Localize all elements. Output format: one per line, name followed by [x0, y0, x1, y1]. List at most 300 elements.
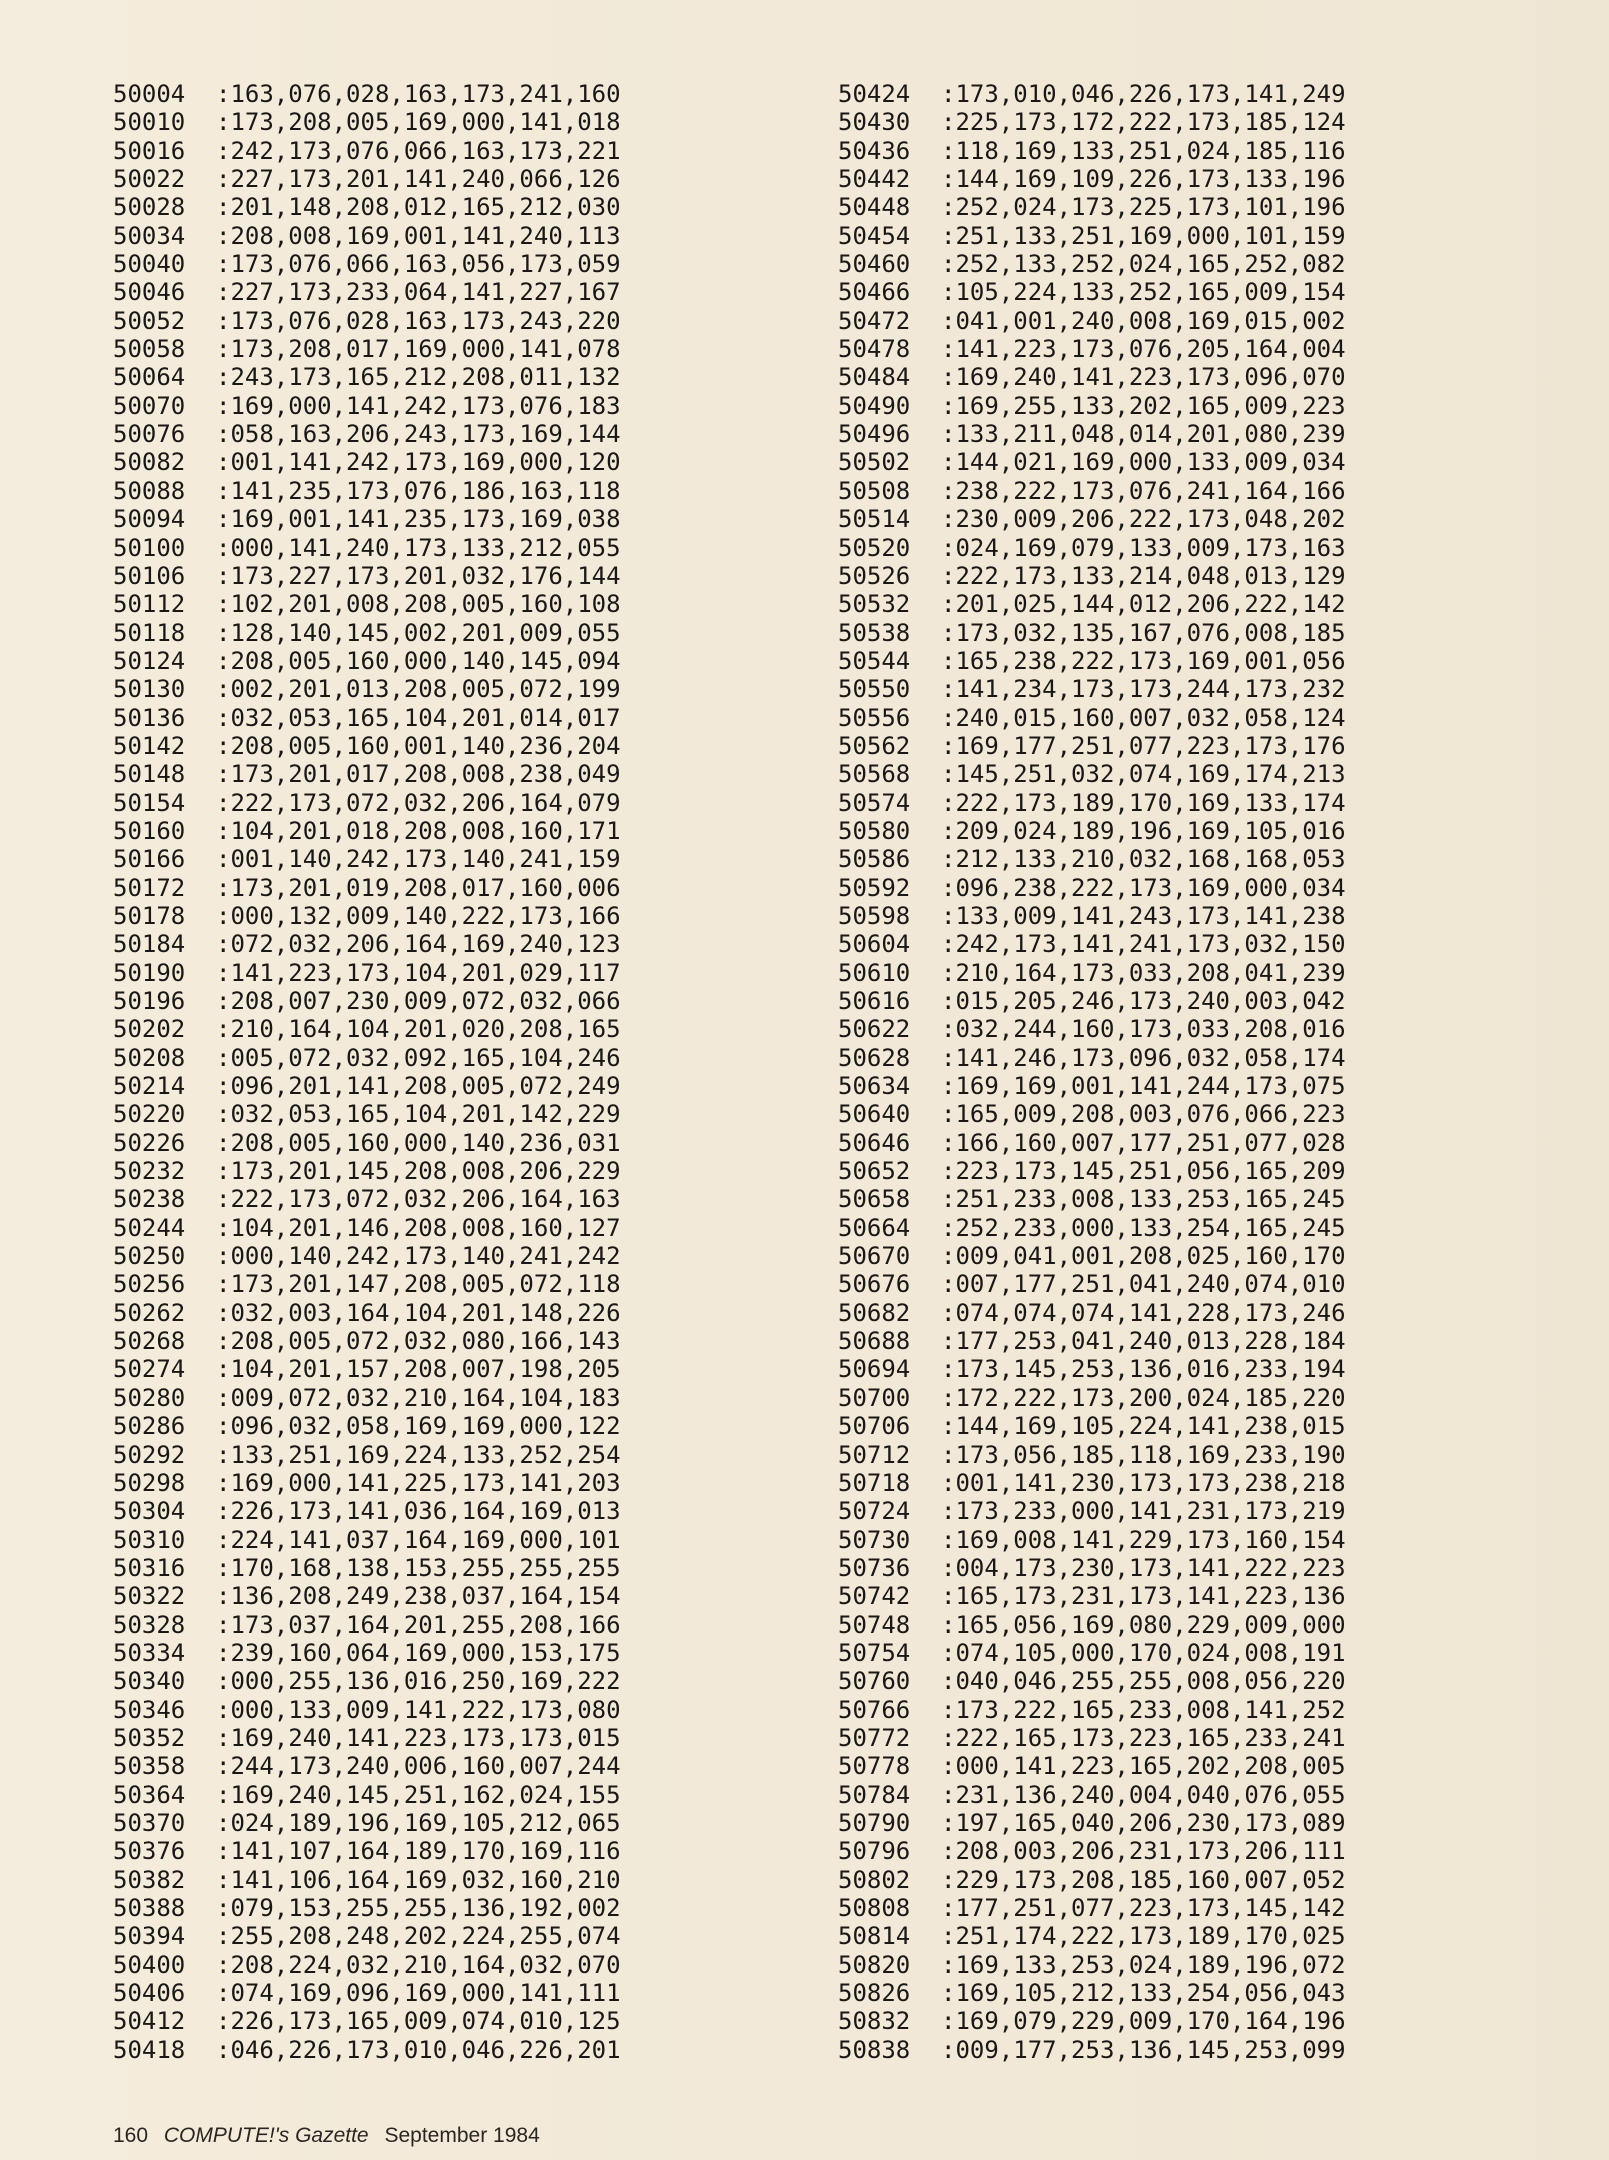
listing-line — [113, 987, 621, 1015]
line-address: 50292 — [113, 1440, 186, 1469]
listing-line — [113, 1441, 621, 1469]
listing-line — [838, 307, 1346, 335]
listing-line — [113, 534, 621, 562]
listing-line — [838, 1781, 1346, 1809]
listing-line — [838, 959, 1346, 987]
line-data-bytes: :173,076,028,163,173,243,220 — [216, 306, 621, 335]
line-address: 50100 — [113, 533, 186, 562]
line-data-bytes: :173,076,066,163,056,173,059 — [216, 250, 621, 279]
line-data-bytes: :001,141,230,173,173,238,218 — [941, 1468, 1346, 1497]
listing-line — [113, 1781, 621, 1809]
line-data-bytes: :212,133,210,032,168,168,053 — [941, 845, 1346, 874]
line-address: 50478 — [838, 335, 911, 364]
line-address: 50040 — [113, 250, 186, 279]
line-address: 50406 — [113, 1979, 186, 2008]
line-address: 50766 — [838, 1695, 911, 1724]
line-data-bytes: :165,009,208,003,076,066,223 — [941, 1100, 1346, 1129]
listing-line — [113, 590, 621, 618]
line-address: 50160 — [113, 816, 186, 845]
listing-line — [838, 732, 1346, 760]
line-data-bytes: :000,133,009,141,222,173,080 — [216, 1695, 621, 1724]
line-address: 50370 — [113, 1808, 186, 1837]
listing-line — [838, 845, 1346, 873]
line-address: 50388 — [113, 1894, 186, 1922]
listing-line — [113, 222, 621, 250]
line-address: 50298 — [113, 1468, 186, 1497]
line-address: 50454 — [838, 221, 911, 250]
line-address: 50304 — [113, 1497, 186, 1526]
listing-line — [838, 1639, 1346, 1667]
line-data-bytes: :046,226,173,010,046,226,201 — [216, 2035, 621, 2064]
listing-line — [113, 448, 621, 476]
line-address: 50070 — [113, 391, 186, 420]
issue-date: September 1984 — [384, 2124, 540, 2147]
line-address: 50124 — [113, 646, 186, 675]
listing-line — [113, 1355, 621, 1383]
line-address: 50376 — [113, 1837, 186, 1866]
line-address: 50490 — [838, 391, 911, 420]
line-address: 50664 — [838, 1213, 911, 1242]
listing-line — [113, 1752, 621, 1780]
line-address: 50430 — [838, 108, 911, 137]
line-address: 50400 — [113, 1950, 186, 1979]
listing-line — [838, 1752, 1346, 1780]
line-data-bytes: :074,074,074,141,228,173,246 — [941, 1298, 1346, 1327]
listing-line — [113, 363, 621, 391]
listing-line — [838, 1015, 1346, 1043]
line-address: 50358 — [113, 1752, 186, 1781]
listing-line — [838, 1242, 1346, 1270]
line-address: 50550 — [838, 675, 911, 704]
line-address: 50790 — [838, 1808, 911, 1837]
line-address: 50502 — [838, 448, 911, 477]
line-data-bytes: :169,079,229,009,170,164,196 — [941, 2007, 1346, 2036]
line-data-bytes: :009,072,032,210,164,104,183 — [216, 1383, 621, 1412]
line-address: 50202 — [113, 1015, 186, 1044]
line-data-bytes: :229,173,208,185,160,007,052 — [941, 1865, 1346, 1894]
listing-line — [838, 930, 1346, 958]
line-address: 50472 — [838, 306, 911, 335]
line-data-bytes: :177,253,041,240,013,228,184 — [941, 1327, 1346, 1356]
line-data-bytes: :222,173,072,032,206,164,163 — [216, 1185, 621, 1214]
listing-line — [113, 760, 621, 788]
line-data-bytes: :173,227,173,201,032,176,144 — [216, 561, 621, 590]
line-data-bytes: :225,173,172,222,173,185,124 — [941, 108, 1346, 137]
line-address: 50466 — [838, 278, 911, 307]
line-address: 50814 — [838, 1922, 911, 1951]
line-address: 50538 — [838, 618, 911, 647]
line-address: 50706 — [838, 1412, 911, 1441]
listing-line — [838, 1922, 1346, 1950]
listing-line — [113, 1894, 621, 1922]
line-address: 50754 — [838, 1638, 911, 1667]
line-data-bytes: :242,173,076,066,163,173,221 — [216, 136, 621, 165]
line-address: 50424 — [838, 80, 911, 108]
line-data-bytes: :000,141,240,173,133,212,055 — [216, 533, 621, 562]
line-data-bytes: :226,173,141,036,164,169,013 — [216, 1497, 621, 1526]
line-address: 50670 — [838, 1242, 911, 1271]
listing-line — [113, 1866, 621, 1894]
line-data-bytes: :222,173,133,214,048,013,129 — [941, 561, 1346, 590]
listing-line — [838, 505, 1346, 533]
line-data-bytes: :170,168,138,153,255,255,255 — [216, 1553, 621, 1582]
line-address: 50544 — [838, 646, 911, 675]
line-data-bytes: :209,024,189,196,169,105,016 — [941, 816, 1346, 845]
listing-line — [838, 817, 1346, 845]
listing-line — [838, 1299, 1346, 1327]
line-address: 50832 — [838, 2007, 911, 2036]
line-address: 50208 — [113, 1043, 186, 1072]
listing-line — [838, 2036, 1346, 2064]
listing-line — [113, 477, 621, 505]
page-number: 160 — [113, 2124, 149, 2147]
line-address: 50016 — [113, 136, 186, 165]
line-address: 50520 — [838, 533, 911, 562]
line-address: 50418 — [113, 2035, 186, 2064]
line-address: 50556 — [838, 703, 911, 732]
line-address: 50532 — [838, 590, 911, 619]
line-data-bytes: :141,223,173,104,201,029,117 — [216, 958, 621, 987]
listing-line — [113, 1837, 621, 1865]
line-address: 50328 — [113, 1610, 186, 1639]
line-address: 50340 — [113, 1667, 186, 1696]
line-data-bytes: :173,233,000,141,231,173,219 — [941, 1497, 1346, 1526]
listing-line — [838, 477, 1346, 505]
line-data-bytes: :252,024,173,225,173,101,196 — [941, 193, 1346, 222]
line-address: 50028 — [113, 193, 186, 222]
line-data-bytes: :032,003,164,104,201,148,226 — [216, 1298, 621, 1327]
line-data-bytes: :251,133,251,169,000,101,159 — [941, 221, 1346, 250]
line-data-bytes: :141,223,173,076,205,164,004 — [941, 335, 1346, 364]
line-data-bytes: :169,240,141,223,173,173,015 — [216, 1723, 621, 1752]
line-data-bytes: :145,251,032,074,169,174,213 — [941, 760, 1346, 789]
listing-line — [113, 874, 621, 902]
listing-line — [113, 1270, 621, 1298]
line-data-bytes: :169,240,141,223,173,096,070 — [941, 363, 1346, 392]
line-address: 50640 — [838, 1100, 911, 1129]
line-data-bytes: :015,205,246,173,240,003,042 — [941, 987, 1346, 1015]
line-data-bytes: :141,235,173,076,186,163,118 — [216, 476, 621, 505]
line-address: 50364 — [113, 1780, 186, 1809]
listing-line — [838, 987, 1346, 1015]
line-data-bytes: :169,240,145,251,162,024,155 — [216, 1780, 621, 1809]
listing-line — [838, 448, 1346, 476]
line-address: 50634 — [838, 1072, 911, 1101]
line-data-bytes: :024,189,196,169,105,212,065 — [216, 1808, 621, 1837]
listing-line — [113, 930, 621, 958]
line-data-bytes: :074,169,096,169,000,141,111 — [216, 1979, 621, 2008]
line-address: 50448 — [838, 193, 911, 222]
listing-line — [838, 1412, 1346, 1440]
line-address: 50286 — [113, 1412, 186, 1441]
line-address: 50154 — [113, 788, 186, 817]
line-address: 50700 — [838, 1383, 911, 1412]
line-address: 50274 — [113, 1355, 186, 1384]
listing-line — [838, 1894, 1346, 1922]
line-address: 50076 — [113, 420, 186, 449]
listing-line — [838, 278, 1346, 306]
line-data-bytes: :144,169,105,224,141,238,015 — [941, 1412, 1346, 1441]
listing-line — [838, 1384, 1346, 1412]
line-address: 50784 — [838, 1780, 911, 1809]
line-data-bytes: :024,169,079,133,009,173,163 — [941, 533, 1346, 562]
line-address: 50064 — [113, 363, 186, 392]
line-address: 50052 — [113, 306, 186, 335]
line-data-bytes: :208,008,169,001,141,240,113 — [216, 221, 621, 250]
listing-line — [838, 1072, 1346, 1100]
line-data-bytes: :136,208,249,238,037,164,154 — [216, 1582, 621, 1611]
line-data-bytes: :173,201,145,208,008,206,229 — [216, 1157, 621, 1186]
line-data-bytes: :144,021,169,000,133,009,034 — [941, 448, 1346, 477]
line-data-bytes: :230,009,206,222,173,048,202 — [941, 505, 1346, 534]
line-address: 50178 — [113, 901, 186, 930]
line-data-bytes: :255,208,248,202,224,255,074 — [216, 1922, 621, 1951]
listing-line — [838, 1554, 1346, 1582]
listing-line — [838, 1185, 1346, 1213]
line-data-bytes: :222,173,072,032,206,164,079 — [216, 788, 621, 817]
line-address: 50256 — [113, 1270, 186, 1299]
listing-line — [838, 534, 1346, 562]
line-data-bytes: :074,105,000,170,024,008,191 — [941, 1638, 1346, 1667]
line-address: 50514 — [838, 505, 911, 534]
line-address: 50604 — [838, 930, 911, 959]
line-address: 50322 — [113, 1582, 186, 1611]
line-data-bytes: :000,140,242,173,140,241,242 — [216, 1242, 621, 1271]
line-address: 50196 — [113, 987, 186, 1015]
line-data-bytes: :177,251,077,223,173,145,142 — [941, 1894, 1346, 1922]
line-address: 50166 — [113, 845, 186, 874]
line-address: 50610 — [838, 958, 911, 987]
line-data-bytes: :169,008,141,229,173,160,154 — [941, 1525, 1346, 1554]
line-data-bytes: :104,201,018,208,008,160,171 — [216, 816, 621, 845]
listing-line — [113, 307, 621, 335]
line-address: 50394 — [113, 1922, 186, 1951]
listing-line — [113, 1384, 621, 1412]
listing-line — [838, 1044, 1346, 1072]
line-data-bytes: :079,153,255,255,136,192,002 — [216, 1894, 621, 1922]
line-data-bytes: :169,255,133,202,165,009,223 — [941, 391, 1346, 420]
line-address: 50562 — [838, 731, 911, 760]
line-data-bytes: :173,208,005,169,000,141,018 — [216, 108, 621, 137]
listing-line — [113, 1044, 621, 1072]
listing-line — [113, 1072, 621, 1100]
listing-line — [113, 1922, 621, 1950]
line-address: 50148 — [113, 760, 186, 789]
listing-line — [838, 647, 1346, 675]
line-data-bytes: :032,053,165,104,201,142,229 — [216, 1100, 621, 1129]
line-data-bytes: :173,201,019,208,017,160,006 — [216, 873, 621, 902]
line-address: 50436 — [838, 136, 911, 165]
line-address: 50592 — [838, 873, 911, 902]
line-data-bytes: :169,177,251,077,223,173,176 — [941, 731, 1346, 760]
listing-line — [838, 108, 1346, 136]
listing-line — [113, 1412, 621, 1440]
listing-line — [113, 1214, 621, 1242]
listing-line — [838, 1100, 1346, 1128]
listing-line — [113, 278, 621, 306]
line-data-bytes: :173,010,046,226,173,141,249 — [941, 80, 1346, 108]
listing-line — [113, 108, 621, 136]
listing-line — [113, 392, 621, 420]
listing-line — [838, 363, 1346, 391]
page-footer — [113, 2124, 550, 2148]
listing-line — [113, 959, 621, 987]
line-data-bytes: :173,145,253,136,016,233,194 — [941, 1355, 1346, 1384]
listing-line — [838, 1979, 1346, 2007]
line-address: 50442 — [838, 165, 911, 194]
listing-line — [838, 562, 1346, 590]
listing-line — [113, 562, 621, 590]
line-data-bytes: :169,105,212,133,254,056,043 — [941, 1979, 1346, 2008]
listing-line — [113, 1724, 621, 1752]
line-data-bytes: :238,222,173,076,241,164,166 — [941, 476, 1346, 505]
line-address: 50736 — [838, 1553, 911, 1582]
listing-line — [838, 1611, 1346, 1639]
listing-line — [838, 80, 1346, 108]
listing-line — [113, 2036, 621, 2064]
listing-line — [113, 1327, 621, 1355]
line-address: 50616 — [838, 987, 911, 1015]
line-address: 50574 — [838, 788, 911, 817]
listing-line — [113, 845, 621, 873]
line-data-bytes: :102,201,008,208,005,160,108 — [216, 590, 621, 619]
line-data-bytes: :173,208,017,169,000,141,078 — [216, 335, 621, 364]
line-address: 50742 — [838, 1582, 911, 1611]
line-address: 50082 — [113, 448, 186, 477]
line-address: 50034 — [113, 221, 186, 250]
listing-line — [838, 1526, 1346, 1554]
line-data-bytes: :223,173,145,251,056,165,209 — [941, 1157, 1346, 1186]
line-address: 50250 — [113, 1242, 186, 1271]
line-data-bytes: :001,141,242,173,169,000,120 — [216, 448, 621, 477]
line-address: 50244 — [113, 1213, 186, 1242]
line-data-bytes: :104,201,146,208,008,160,127 — [216, 1213, 621, 1242]
listing-line — [113, 80, 621, 108]
line-data-bytes: :173,037,164,201,255,208,166 — [216, 1610, 621, 1639]
line-data-bytes: :041,001,240,008,169,015,002 — [941, 306, 1346, 335]
listing-line — [113, 193, 621, 221]
line-data-bytes: :001,140,242,173,140,241,159 — [216, 845, 621, 874]
listing-line — [838, 1355, 1346, 1383]
line-address: 50190 — [113, 958, 186, 987]
listing-line — [113, 1299, 621, 1327]
listing-line — [838, 590, 1346, 618]
line-address: 50232 — [113, 1157, 186, 1186]
line-address: 50658 — [838, 1185, 911, 1214]
line-address: 50802 — [838, 1865, 911, 1894]
line-address: 50682 — [838, 1298, 911, 1327]
line-address: 50676 — [838, 1270, 911, 1299]
listing-line — [113, 1497, 621, 1525]
line-data-bytes: :240,015,160,007,032,058,124 — [941, 703, 1346, 732]
line-address: 50484 — [838, 363, 911, 392]
listing-line — [838, 1157, 1346, 1185]
line-data-bytes: :141,246,173,096,032,058,174 — [941, 1043, 1346, 1072]
line-address: 50586 — [838, 845, 911, 874]
line-data-bytes: :165,056,169,080,229,009,000 — [941, 1610, 1346, 1639]
line-data-bytes: :208,005,160,000,140,236,031 — [216, 1128, 621, 1157]
line-address: 50496 — [838, 420, 911, 449]
line-address: 50214 — [113, 1072, 186, 1101]
listing-line — [113, 675, 621, 703]
listing-line — [838, 1441, 1346, 1469]
line-data-bytes: :096,238,222,173,169,000,034 — [941, 873, 1346, 902]
listing-line — [838, 137, 1346, 165]
line-data-bytes: :169,000,141,225,173,141,203 — [216, 1468, 621, 1497]
listing-line — [113, 1696, 621, 1724]
line-data-bytes: :165,238,222,173,169,001,056 — [941, 646, 1346, 675]
line-data-bytes: :208,005,160,001,140,236,204 — [216, 731, 621, 760]
listing-line — [838, 420, 1346, 448]
line-data-bytes: :133,211,048,014,201,080,239 — [941, 420, 1346, 449]
line-data-bytes: :210,164,104,201,020,208,165 — [216, 1015, 621, 1044]
listing-line — [838, 1809, 1346, 1837]
line-data-bytes: :251,174,222,173,189,170,025 — [941, 1922, 1346, 1951]
listing-line — [113, 1979, 621, 2007]
line-address: 50412 — [113, 2007, 186, 2036]
line-data-bytes: :197,165,040,206,230,173,089 — [941, 1808, 1346, 1837]
line-data-bytes: :058,163,206,243,173,169,144 — [216, 420, 621, 449]
listing-line — [838, 675, 1346, 703]
listing-line — [838, 1667, 1346, 1695]
line-data-bytes: :231,136,240,004,040,076,055 — [941, 1780, 1346, 1809]
line-data-bytes: :141,107,164,189,170,169,116 — [216, 1837, 621, 1866]
listing-line — [113, 789, 621, 817]
line-address: 50010 — [113, 108, 186, 137]
listing-line — [838, 1469, 1346, 1497]
line-data-bytes: :226,173,165,009,074,010,125 — [216, 2007, 621, 2036]
line-address: 50118 — [113, 618, 186, 647]
line-address: 50568 — [838, 760, 911, 789]
line-address: 50808 — [838, 1894, 911, 1922]
line-data-bytes: :172,222,173,200,024,185,220 — [941, 1383, 1346, 1412]
line-address: 50838 — [838, 2035, 911, 2064]
line-address: 50262 — [113, 1298, 186, 1327]
line-address: 50004 — [113, 80, 186, 108]
listing-line — [113, 1129, 621, 1157]
listing-line — [113, 1582, 621, 1610]
line-address: 50778 — [838, 1752, 911, 1781]
line-data-bytes: :104,201,157,208,007,198,205 — [216, 1355, 621, 1384]
line-data-bytes: :242,173,141,241,173,032,150 — [941, 930, 1346, 959]
listing-line — [113, 1611, 621, 1639]
line-address: 50724 — [838, 1497, 911, 1526]
listing-line — [113, 647, 621, 675]
line-data-bytes: :007,177,251,041,240,074,010 — [941, 1270, 1346, 1299]
line-address: 50760 — [838, 1667, 911, 1696]
line-address: 50652 — [838, 1157, 911, 1186]
listing-line — [113, 1639, 621, 1667]
line-data-bytes: :222,173,189,170,169,133,174 — [941, 788, 1346, 817]
listing-line — [113, 817, 621, 845]
listing-line — [113, 704, 621, 732]
listing-line — [113, 505, 621, 533]
line-address: 50718 — [838, 1468, 911, 1497]
line-data-bytes: :173,201,147,208,005,072,118 — [216, 1270, 621, 1299]
listing-line — [838, 874, 1346, 902]
listing-line — [113, 250, 621, 278]
listing-line — [113, 1526, 621, 1554]
line-data-bytes: :169,000,141,242,173,076,183 — [216, 391, 621, 420]
listing-line — [838, 335, 1346, 363]
line-data-bytes: :032,053,165,104,201,014,017 — [216, 703, 621, 732]
line-data-bytes: :141,106,164,169,032,160,210 — [216, 1865, 621, 1894]
line-data-bytes: :169,133,253,024,189,196,072 — [941, 1950, 1346, 1979]
line-data-bytes: :252,233,000,133,254,165,245 — [941, 1213, 1346, 1242]
line-address: 50310 — [113, 1525, 186, 1554]
listing-line — [838, 2007, 1346, 2035]
listing-column-left — [113, 80, 621, 2064]
